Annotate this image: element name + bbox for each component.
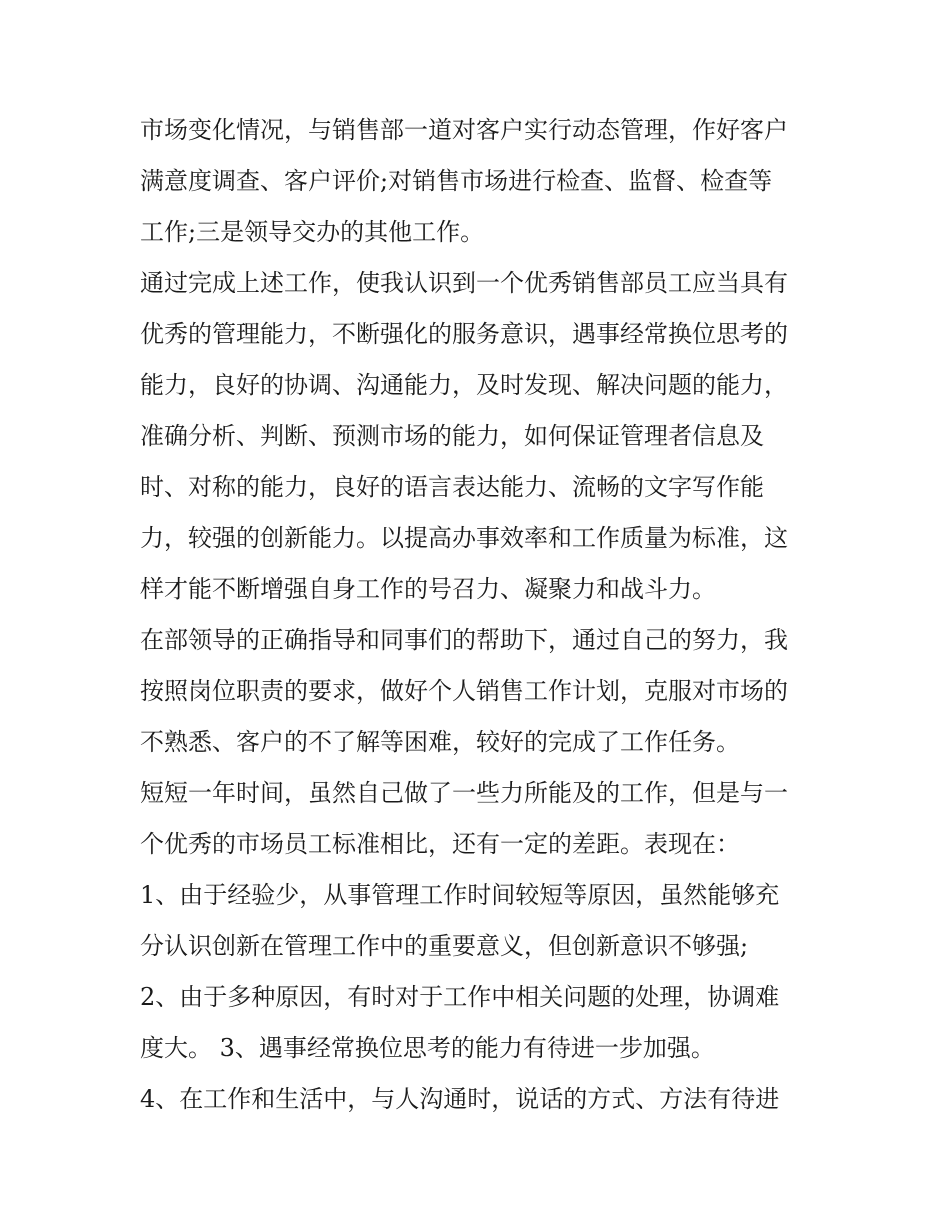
- text-line: 分认识创新在管理工作中的重要意义，但创新意识不够强;: [140, 932, 749, 960]
- text-line: 市场变化情况，与销售部一道对客户实行动态管理，作好客户: [140, 116, 788, 144]
- text-line: 在部领导的正确指导和同事们的帮助下，通过自己的努力，我: [140, 626, 788, 654]
- body-text: [140, 105, 820, 1125]
- text-line: 能力，良好的协调、沟通能力，及时发现、解决问题的能力，: [140, 371, 788, 399]
- text-line: 不熟悉、客户的不了解等困难，较好的完成了工作任务。: [140, 728, 740, 756]
- text-line: 力，较强的创新能力。以提高办事效率和工作质量为标准，这: [140, 524, 788, 552]
- text-line: 2、由于多种原因，有时对于工作中相关问题的处理，协调难: [140, 983, 780, 1011]
- text-line: 1、由于经验少，从事管理工作时间较短等原因，虽然能够充: [140, 881, 780, 909]
- text-line: 短短一年时间，虽然自己做了一些力所能及的工作，但是与一: [140, 779, 788, 807]
- text-line: 个优秀的市场员工标准相比，还有一定的差距。表现在：: [140, 830, 740, 858]
- text-line: 满意度调查、客户评价;对销售市场进行检查、监督、检查等: [140, 167, 773, 195]
- text-line: 时、对称的能力，良好的语言表达能力、流畅的文字写作能: [140, 473, 764, 501]
- text-line: 度大。 3、遇事经常换位思考的能力有待进一步加强。: [140, 1034, 715, 1062]
- text-line: 按照岗位职责的要求，做好个人销售工作计划，克服对市场的: [140, 677, 788, 705]
- text-line: 工作;三是领导交办的其他工作。: [140, 218, 485, 246]
- text-line: 4、在工作和生活中，与人沟通时，说话的方式、方法有待进: [140, 1085, 780, 1113]
- text-line: 准确分析、判断、预测市场的能力，如何保证管理者信息及: [140, 422, 764, 450]
- text-line: 优秀的管理能力，不断强化的服务意识，遇事经常换位思考的: [140, 320, 788, 348]
- text-line: 通过完成上述工作，使我认识到一个优秀销售部员工应当具有: [140, 269, 788, 297]
- text-line: 样才能不断增强自身工作的号召力、凝聚力和战斗力。: [140, 575, 716, 603]
